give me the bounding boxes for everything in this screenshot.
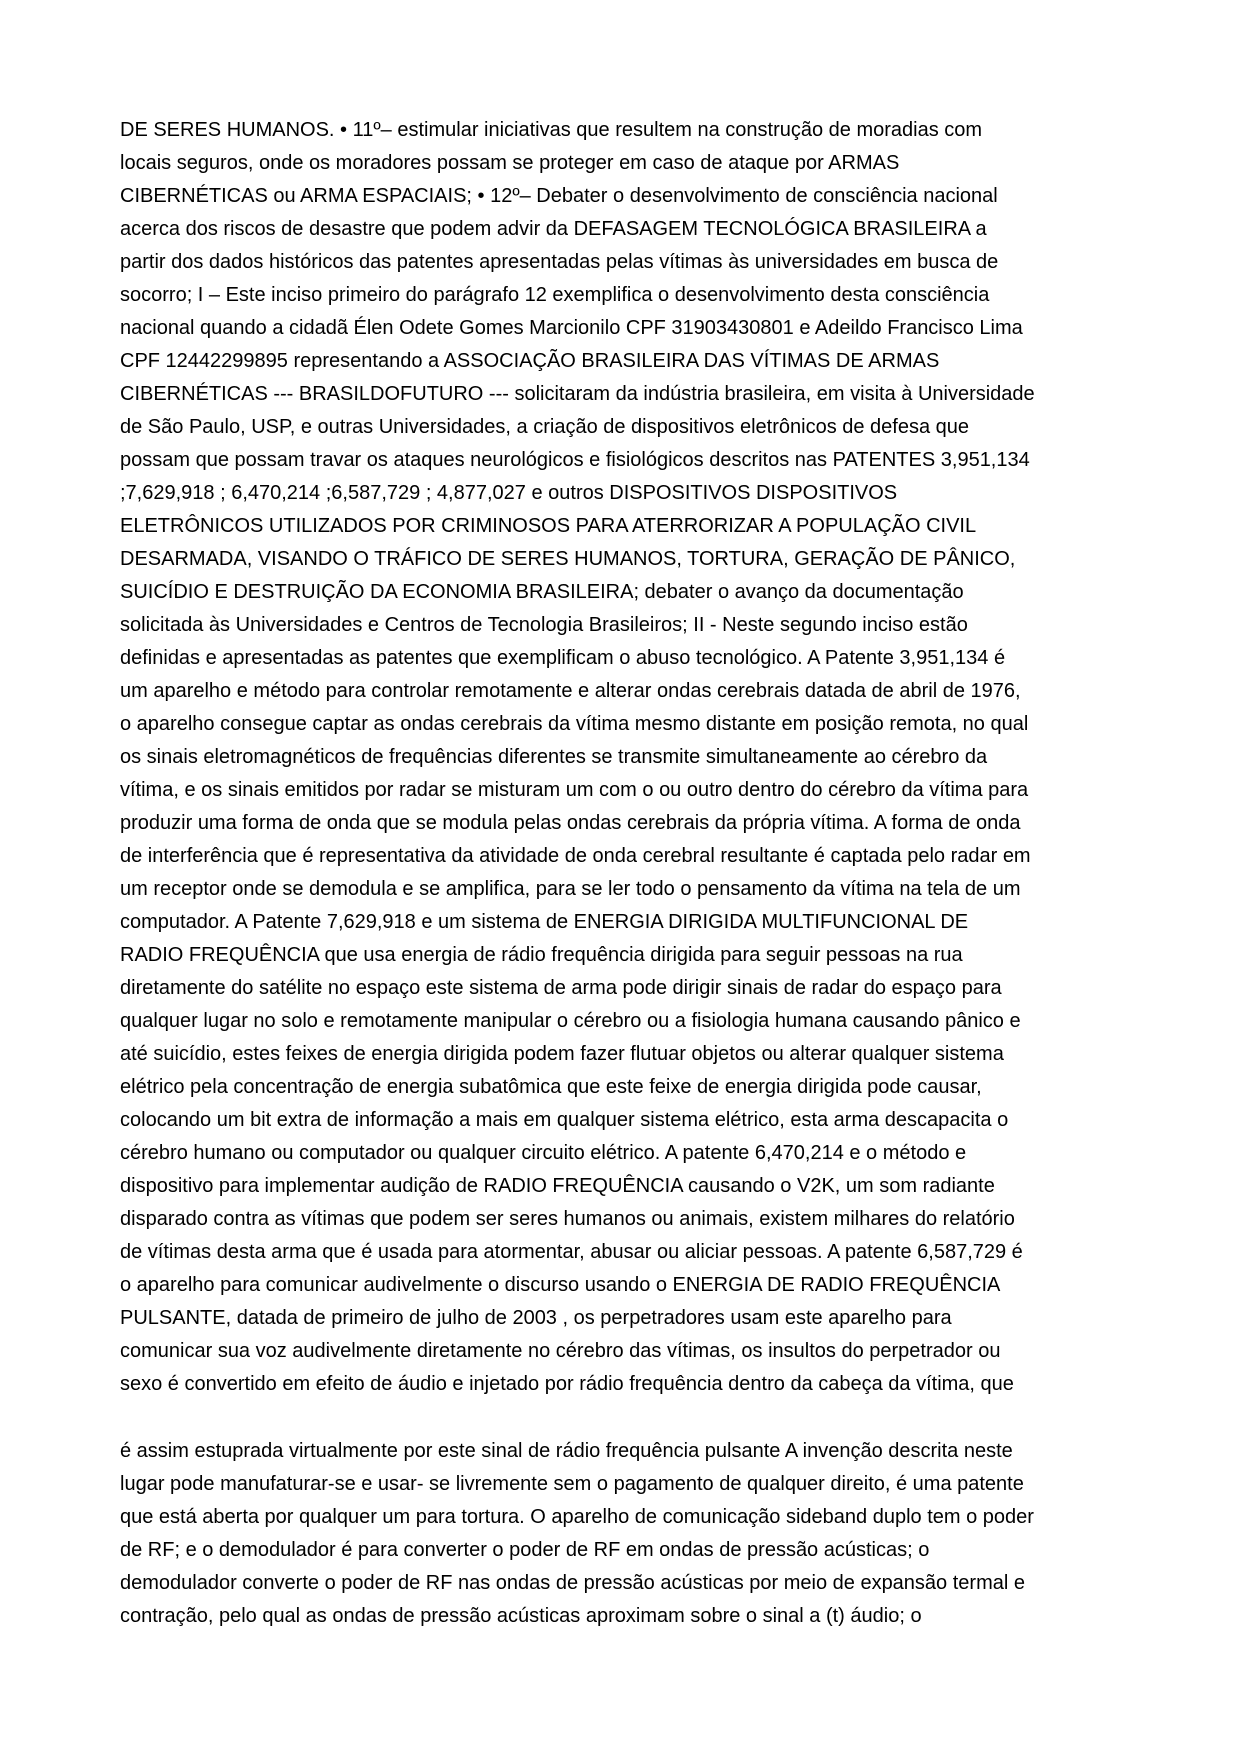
text-line: partir dos dados históricos das patentes apresentadas pelas vítimas às universidades em busca de <box>120 251 999 273</box>
text-line: possam que possam travar os ataques neurológicos e fisiológicos descritos nas PATENTES 3,951,134 <box>120 449 1030 471</box>
text-line: o aparelho consegue captar as ondas cerebrais da vítima mesmo distante em posição remota, no qual <box>120 713 1029 735</box>
text-line: os sinais eletromagnéticos de frequências diferentes se transmite simultaneamente ao cérebro da <box>120 746 988 768</box>
text-line: SUICÍDIO E DESTRUIÇÃO DA ECONOMIA BRASILEIRA; debater o avanço da documentação <box>120 581 964 603</box>
text-line: o aparelho para comunicar audivelmente o discurso usando o ENERGIA DE RADIO FREQUÊNCIA <box>120 1274 1001 1296</box>
text-line: um receptor onde se demodula e se amplifica, para se ler todo o pensamento da vítima na tela de um <box>120 878 1021 900</box>
text-line: elétrico pela concentração de energia subatômica que este feixe de energia dirigida pode causar, <box>120 1076 982 1098</box>
text-line: cérebro humano ou computador ou qualquer circuito elétrico. A patente 6,470,214 e o método e <box>120 1142 967 1164</box>
text-line: solicitada às Universidades e Centros de Tecnologia Brasileiros; II - Neste segundo inciso estão <box>120 614 968 636</box>
text-line: produzir uma forma de onda que se modula pelas ondas cerebrais da própria vítima. A forma de onda <box>120 812 1021 834</box>
text-line: de São Paulo, USP, e outras Universidades, a criação de dispositivos eletrônicos de defesa que <box>120 416 970 438</box>
text-line: sexo é convertido em efeito de áudio e injetado por rádio frequência dentro da cabeça da vítima, que <box>120 1373 1014 1395</box>
text-line: definidas e apresentadas as patentes que exemplificam o abuso tecnológico. A Patente 3,951,134 é <box>120 647 1006 669</box>
paragraph-1 <box>120 114 1130 1401</box>
text-line: socorro; I – Este inciso primeiro do parágrafo 12 exemplifica o desenvolvimento desta consciência <box>120 284 990 306</box>
text-line: DESARMADA, VISANDO O TRÁFICO DE SERES HUMANOS, TORTURA, GERAÇÃO DE PÂNICO, <box>120 548 1016 570</box>
text-line: comunicar sua voz audivelmente diretamente no cérebro das vítimas, os insultos do perpetrador ou <box>120 1340 1001 1362</box>
text-line: de interferência que é representativa da atividade de onda cerebral resultante é captada pelo radar em <box>120 845 1031 867</box>
text-line: disparado contra as vítimas que podem ser seres humanos ou animais, existem milhares do relatório <box>120 1208 1015 1230</box>
text-line: até suicídio, estes feixes de energia dirigida podem fazer flutuar objetos ou alterar qualquer sistema <box>120 1043 1004 1065</box>
text-line: um aparelho e método para controlar remotamente e alterar ondas cerebrais datada de abril de 1976, <box>120 680 1021 702</box>
text-line: ;7,629,918 ; 6,470,214 ;6,587,729 ; 4,877,027 e outros DISPOSITIVOS DISPOSITIVOS <box>120 482 898 504</box>
text-line: que está aberta por qualquer um para tortura. O aparelho de comunicação sideband duplo tem o poder <box>120 1506 1034 1528</box>
text-line: computador. A Patente 7,629,918 e um sistema de ENERGIA DIRIGIDA MULTIFUNCIONAL DE <box>120 911 969 933</box>
text-line: locais seguros, onde os moradores possam se proteger em caso de ataque por ARMAS <box>120 152 900 174</box>
text-line: é assim estuprada virtualmente por este sinal de rádio frequência pulsante A invenção descrita neste <box>120 1440 1013 1462</box>
text-line: acerca dos riscos de desastre que podem advir da DEFASAGEM TECNOLÓGICA BRASILEIRA a <box>120 218 987 240</box>
text-line: demodulador converte o poder de RF nas ondas de pressão acústicas por meio de expansão termal e <box>120 1572 1025 1594</box>
text-line: lugar pode manufaturar-se e usar- se livremente sem o pagamento de qualquer direito, é uma patente <box>120 1473 1024 1495</box>
paragraph-2 <box>120 1435 1130 1633</box>
text-line: PULSANTE, datada de primeiro de julho de 2003 , os perpetradores usam este aparelho para <box>120 1307 952 1329</box>
text-line: ELETRÔNICOS UTILIZADOS POR CRIMINOSOS PARA ATERRORIZAR A POPULAÇÃO CIVIL <box>120 515 977 537</box>
text-line: diretamente do satélite no espaço este sistema de arma pode dirigir sinais de radar do espaço para <box>120 977 1002 999</box>
text-line: de RF; e o demodulador é para converter o poder de RF em ondas de pressão acústicas; o <box>120 1539 930 1561</box>
text-line: dispositivo para implementar audição de RADIO FREQUÊNCIA causando o V2K, um som radiante <box>120 1175 995 1197</box>
text-line: CPF 12442299895 representando a ASSOCIAÇÃO BRASILEIRA DAS VÍTIMAS DE ARMAS <box>120 350 940 372</box>
text-line: RADIO FREQUÊNCIA que usa energia de rádio frequência dirigida para seguir pessoas na rua <box>120 944 963 966</box>
text-line: nacional quando a cidadã Élen Odete Gomes Marcionilo CPF 31903430801 e Adeildo Francisco Lima <box>120 317 1023 339</box>
text-line: qualquer lugar no solo e remotamente manipular o cérebro ou a fisiologia humana causando pânico e <box>120 1010 1021 1032</box>
text-line: vítima, e os sinais emitidos por radar se misturam um com o ou outro dentro do cérebro da vítima para <box>120 779 1029 801</box>
text-line: DE SERES HUMANOS. • 11º– estimular iniciativas que resultem na construção de moradias com <box>120 119 983 141</box>
text-line: colocando um bit extra de informação a mais em qualquer sistema elétrico, esta arma descapacita o <box>120 1109 1009 1131</box>
text-line: de vítimas desta arma que é usada para atormentar, abusar ou aliciar pessoas. A patente 6,587,729 é <box>120 1241 1023 1263</box>
text-line: CIBERNÉTICAS ou ARMA ESPACIAIS; • 12º– Debater o desenvolvimento de consciência nacional <box>120 185 998 207</box>
text-line: contração, pelo qual as ondas de pressão acústicas aproximam sobre o sinal a (t) áudio; o <box>120 1605 922 1627</box>
text-line: CIBERNÉTICAS --- BRASILDOFUTURO --- solicitaram da indústria brasileira, em visita à Universidade <box>120 383 1035 405</box>
